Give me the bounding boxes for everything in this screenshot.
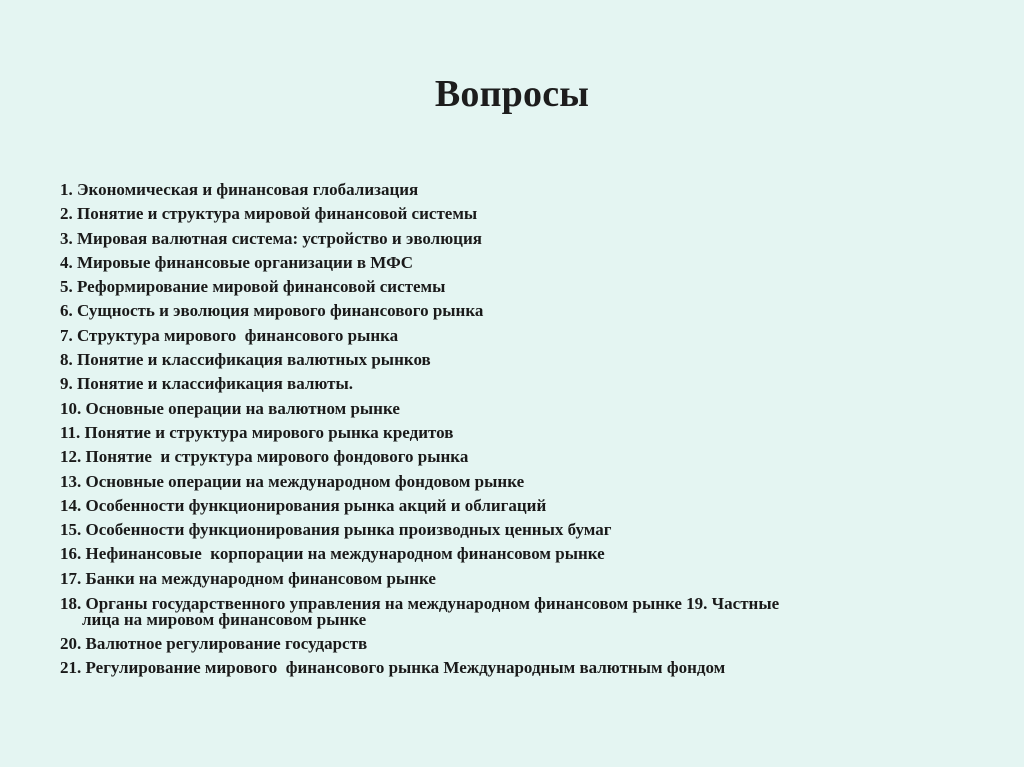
- slide-title: Вопросы: [434, 73, 590, 115]
- question-item: 7. Структура мирового финансового рынка: [60, 325, 399, 345]
- question-item-20: 20. Валютное регулирование государств: [60, 634, 368, 654]
- question-item: 13. Основные операции на международном фондовом рынке: [60, 471, 525, 491]
- question-item: 17. Банки на международном финансовом рынке: [60, 568, 436, 588]
- question-item: 5. Реформирование мировой финансовой системы: [60, 277, 446, 297]
- question-item: 11. Понятие и структура мирового рынка кредитов: [60, 422, 454, 442]
- question-item: 8. Понятие и классификация валютных рынков: [60, 350, 431, 370]
- question-item: 3. Мировая валютная система: устройство и эволюция: [60, 228, 482, 248]
- question-item: 2. Понятие и структура мировой финансовой системы: [60, 204, 478, 224]
- question-item: 12. Понятие и структура мирового фондового рынка: [60, 447, 469, 467]
- question-item: 14. Особенности функционирования рынка акций и облигаций: [60, 495, 547, 515]
- question-item: 6. Сущность и эволюция мирового финансового рынка: [60, 301, 484, 321]
- question-item: 9. Понятие и классификация валюты.: [60, 374, 354, 394]
- questions-list: [60, 178, 960, 681]
- question-item: 4. Мировые финансовые организации в МФС: [60, 252, 413, 272]
- question-item-21: 21. Регулирование мирового финансового рынка Международным валютным фондом: [60, 658, 726, 678]
- question-item: 15. Особенности функционирования рынка производных ценных бумаг: [60, 520, 612, 540]
- question-item: 16. Нефинансовые корпорации на международном финансовом рынке: [60, 544, 605, 564]
- question-item: 1. Экономическая и финансовая глобализация: [60, 180, 419, 199]
- question-item-18-19: [60, 596, 940, 628]
- question-18-19-line-1: 18. Органы государственного управления на международном финансовом рынке 19. Частные: [60, 594, 780, 614]
- question-item: 10. Основные операции на валютном рынке: [60, 398, 400, 418]
- question-18-19-line-2: лица на мировом финансовом рынке: [82, 610, 367, 630]
